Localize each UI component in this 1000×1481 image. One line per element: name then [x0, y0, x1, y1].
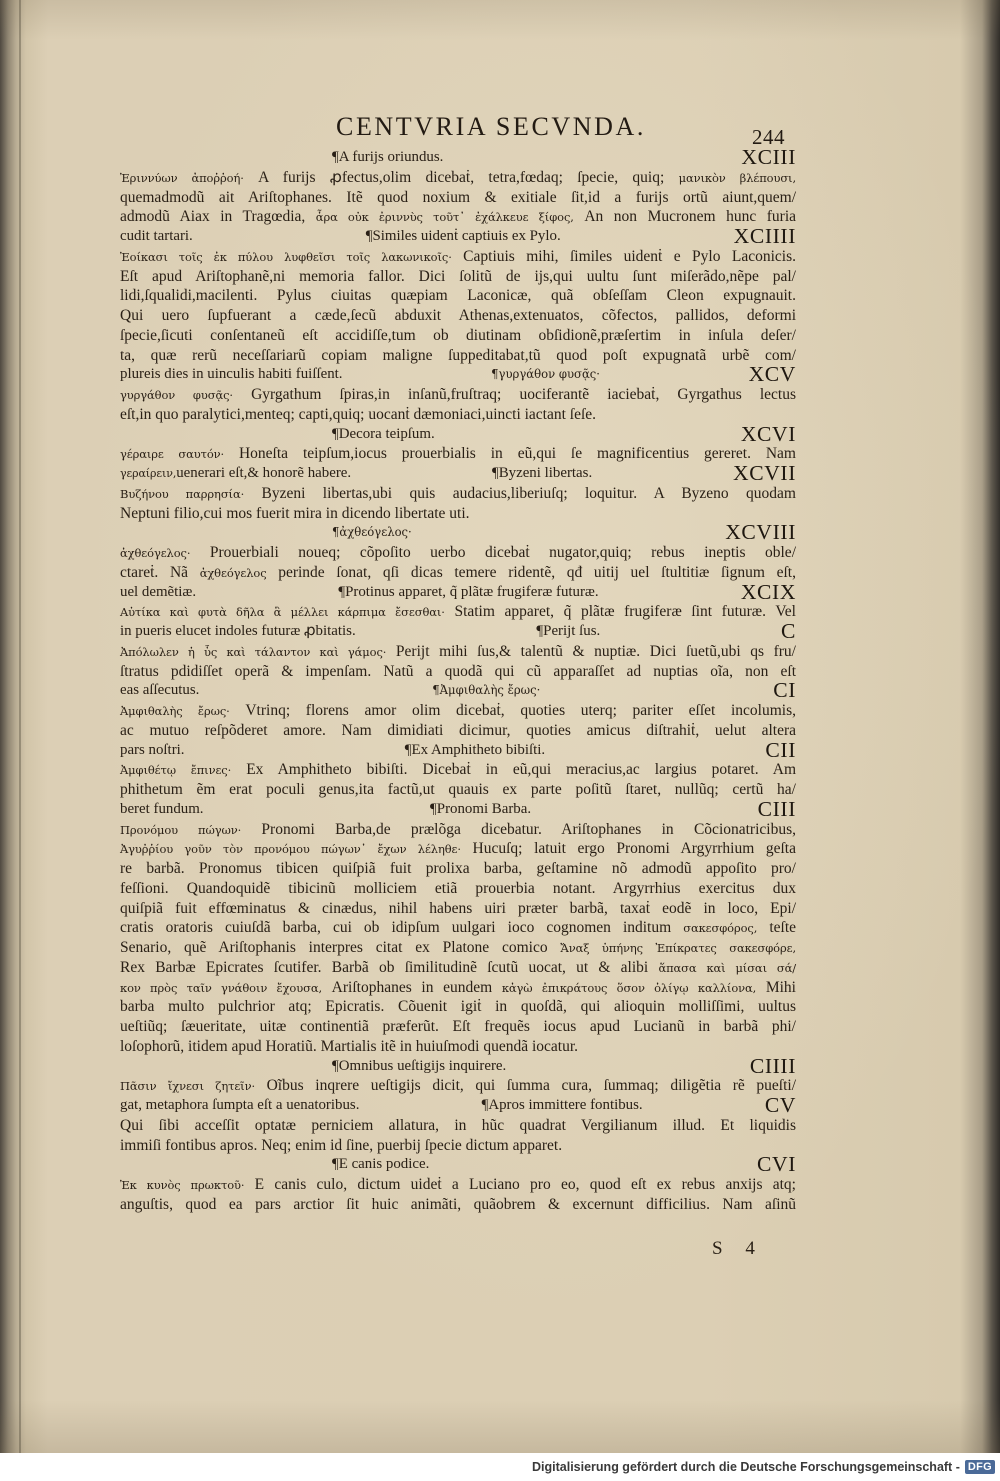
- line-lead-text: [120, 464, 351, 484]
- text-line: [120, 267, 796, 287]
- latin-text: eas aſſecutus.: [120, 682, 200, 699]
- text-line: [120, 602, 796, 622]
- latin-text: uenerari eſt,& honorẽ habere.: [176, 465, 352, 481]
- latin-text: E canis culo, dictum uideṫ a Luciano pro eo, quod eſt ex rebus anxijs atq;: [244, 1176, 796, 1193]
- text-line: [120, 958, 796, 978]
- adage-title: ¶E canis podice.: [332, 1156, 430, 1173]
- adage-title: ¶ἀχθεόγελος·: [332, 525, 412, 540]
- text-line: [120, 346, 796, 366]
- greek-text: κον πρὸς ταῖν γνάθοιν ἔχουσα,: [120, 980, 323, 995]
- text-line: [120, 1076, 796, 1096]
- binding-edge: [19, 0, 21, 1453]
- adage-number: XCIIII: [733, 224, 797, 248]
- latin-text: An non Mucronem hunc furia: [573, 208, 797, 226]
- greek-text: κἀγὼ ἐπικράτους ὅσον ὀλίγῳ καλλίονα,: [501, 980, 757, 995]
- text-line: [120, 1116, 796, 1136]
- latin-text: Vtrinq; florens amor olim dicebaṫ, quoties uterq; pariter eſſet incolumis,: [229, 702, 796, 719]
- latin-text: ſtratus pdidiſſet operã & impenſam. Natũ a quodã qui cũ apparaſſet ad nuptias oĩa, non eſt: [120, 662, 796, 680]
- latin-text: ſpecie,ſicuti conſentaneũ eſt accidiſſe,tum ob diutinam obſidionẽ,præſertim in inſula deſer/: [120, 326, 796, 344]
- text-line: [120, 796, 796, 821]
- latin-text: gat, metaphora ſumpta eſt a uenatoribus.: [120, 1097, 360, 1113]
- text-line: [120, 760, 796, 780]
- latin-text: Captiuis mihi, ſimiles uidenṫ e Pylo Laconicis.: [451, 247, 796, 265]
- text-line: [120, 405, 796, 425]
- text-line: [120, 188, 796, 208]
- adage-title: ¶Similes uidenṫ captiuis ex Pylo.: [365, 228, 561, 244]
- text-line: [120, 1053, 796, 1078]
- text-line: [120, 520, 796, 545]
- text-line: [120, 1195, 796, 1215]
- text-line: [120, 978, 796, 998]
- greek-text: ἀχθεόγελος: [199, 565, 267, 580]
- adage-number: XCIII: [741, 145, 796, 169]
- latin-text: Rex Barbæ Epicrates ſcutifer. Barbã ob ſimilitudinẽ ſcutũ uocat, ut & alibi: [120, 958, 659, 976]
- latin-text: Neptuni filio,cui mos fuerit mira in dicendo libertate uti.: [120, 504, 470, 522]
- text-line: [120, 543, 796, 563]
- latin-text: perinde ſonat, qſi dicas temere ridentẽ, qđ uitij uel ſtultitiæ ſignum eſt,: [266, 563, 796, 581]
- line-lead-text: [120, 1096, 359, 1116]
- text-line: [120, 247, 796, 267]
- greek-text: Αὐτίκα καὶ φυτὰ δῆλα ἃ μέλλει κάρπιμα ἔσεσθαι·: [120, 605, 445, 620]
- latin-text: cratis oratoris cuiuſdã barba, cui ob idipſum uulgari ioco cognomen inditum: [120, 919, 684, 937]
- line-lead-text: [120, 741, 185, 761]
- adage-number: XCVIII: [725, 520, 796, 545]
- greek-text: ἆρα οὐκ ἐριννὺς τοῦτ᾽ ἐχάλκευε ξίφος,: [315, 210, 574, 225]
- latin-text: phithetum ẽm erat poculi genus,ita factũ,ut quauis ex parte poſitũ ſtaret, nullũq; certũ ha/: [120, 781, 796, 798]
- greek-text: Πᾶσιν ἴχνεσι ζητεῖν·: [120, 1079, 255, 1094]
- text-line: [120, 563, 796, 583]
- greek-text: ἀχθεόγελος·: [120, 546, 191, 560]
- greek-text: γεραίρειν,: [120, 467, 177, 480]
- adage-number: XCV: [748, 362, 796, 387]
- text-line: [120, 362, 796, 387]
- greek-text: Ἐριννύων ἀποῤῥοή·: [120, 170, 244, 185]
- line-lead-text: [120, 681, 199, 701]
- text-line: [120, 306, 796, 326]
- adage-number: CI: [773, 678, 797, 703]
- latin-text: pars noſtri.: [120, 741, 185, 758]
- text-line: [120, 662, 796, 682]
- latin-text: beret fundum.: [120, 800, 204, 817]
- text-line: [120, 678, 797, 703]
- adage-title: ¶Byzeni libertas.: [491, 465, 593, 481]
- greek-text: γυργάθον φυσᾷς·: [120, 388, 233, 402]
- adage-title: ¶Omnibus ueſtigijs inquirere.: [332, 1057, 507, 1074]
- latin-text: ta, quæ rerũ neceſſariarũ copiam maligne ſuppeditabat,tũ quod poſt expugnatã urbẽ com/: [120, 346, 796, 364]
- greek-text: Ἄναξ ὑπήνης Ἐπίκρατες σακεσφόρε,: [560, 941, 796, 955]
- latin-text: Gyrgathum ſpiras,in inſanũ,fruſtraq; uociferantẽ iaciebaṫ, Gyrgathus lectus: [232, 386, 796, 403]
- adage-title: ¶Perijt ſus.: [536, 623, 601, 639]
- adage-title: ¶Ex Amphitheto bibiſti.: [404, 741, 546, 758]
- latin-text: uel demẽtiæ.: [120, 583, 197, 600]
- adage-number: CII: [765, 737, 796, 762]
- latin-text: A furijs ꝓfectus,olim dicebaṫ, tetra,fœdaq; ſpecie, quiq;: [243, 168, 679, 186]
- text-line: [120, 286, 796, 306]
- text-line: [120, 484, 796, 504]
- latin-text: Oĩbus inqrere ueſtigijs dicit, qui ſumma cura, ſummaq; diligẽtia rẽ pueſti/: [255, 1077, 797, 1095]
- text-line: [120, 780, 796, 800]
- line-lead-text: [120, 365, 343, 385]
- latin-text: Senario, quẽ Ariſtophanis interpres citat ex Platone comico: [120, 939, 561, 956]
- latin-text: teſte: [757, 919, 797, 937]
- digitization-credit: Digitalisierung gefördert durch die Deutsche Forschungsgemeinschaft -: [532, 1460, 960, 1474]
- latin-text: quiſpiã fuit effœminatus & cinædus, nihil habens uiri præter barbã, taxaṫ eodẽ in loco, Epi/: [120, 899, 796, 917]
- latin-text: ueſtiũq; ſæueritate, uitæ continentiã præferũt. Eſt frequẽs iocus apud Lucianũ in barbã phi/: [120, 1018, 796, 1035]
- greek-text: Ἀπόλωλεν ἡ ὗς καὶ τάλαντον καὶ γάμος·: [120, 644, 387, 659]
- latin-text: Prouerbiali noueq; cõpoſito uerbo dicebaṫ nugator,quiq; rebus ineptis oble/: [190, 544, 796, 561]
- adage-title: ¶Decora teipſum.: [332, 425, 435, 442]
- text-line: [120, 721, 796, 741]
- text-line: [120, 579, 797, 604]
- text-line: [120, 820, 796, 840]
- text-line: [120, 504, 796, 524]
- text-line: [120, 1017, 796, 1037]
- greek-text: Βυζήνου παρρησία·: [120, 486, 245, 501]
- latin-text: Pronomi Barba,de prælõga dicebatur. Ariſtophanes in Cõcionatricibus,: [241, 820, 796, 838]
- latin-text: Ariſtophanes in eundem: [322, 978, 502, 996]
- adage-number: XCVI: [740, 421, 796, 446]
- latin-text: Mihi: [756, 978, 796, 996]
- latin-text: in pueris elucet indoles futuræ ꝓbitatis.: [120, 623, 356, 639]
- greek-text: μανικὸν βλέπουσι,: [678, 170, 796, 185]
- text-line: [120, 737, 796, 762]
- text-line: [120, 145, 796, 169]
- text-line: [120, 701, 796, 721]
- text-line: [120, 224, 797, 248]
- text-line: [120, 859, 796, 879]
- latin-text: ctareṫ. Nã: [120, 563, 200, 581]
- signature-mark: S 4: [712, 1238, 764, 1259]
- latin-text: ac mutuo reſpõderet amore. Nam dimidiati dicimur, quoties amicus diſtrahiṫ, uelut altera: [120, 721, 796, 739]
- adage-number: CIII: [757, 796, 796, 821]
- greek-text: Ἐοίκασι τοῖς ἐκ πύλου λυφθεῖσι τοῖς λακωνικοῖς·: [120, 249, 452, 264]
- latin-text: immiſi fontibus apros. Neq; enim id ſine, puerbij ſpecie dictum apparet.: [120, 1136, 563, 1154]
- text-line: [120, 938, 796, 958]
- text-line: [120, 1152, 796, 1177]
- latin-text: admodũ Aiax in Tragœdia,: [120, 208, 316, 226]
- latin-text: re barbã. Pronomus tibicen quiſpiã fuit prolixa barba, geſtamine nõ admodũ appoſito pro/: [120, 860, 796, 877]
- latin-text: lidi,ſqualidi,macilenti. Pylus ciuitas quæpiam Laconicæ, quã obſeſſam Cleon expugnauit.: [120, 287, 796, 305]
- text-line: [120, 839, 796, 859]
- greek-text: Ἀμφιθαλὴς ἔρως·: [120, 704, 230, 718]
- text-line: [120, 168, 796, 188]
- text-line: [120, 997, 796, 1017]
- latin-text: Perijt mihi ſus,& talentũ & nuptiæ. Dici ſuetũ,ubi qs fru/: [386, 642, 796, 660]
- running-title: CENTVRIA SECVNDA.: [336, 112, 646, 141]
- adage-number: XCIX: [740, 579, 797, 604]
- greek-text: Ἀμφιθέτῳ ἔπινες·: [120, 763, 232, 778]
- latin-text: feſſioni. Quandoquidẽ tibicinũ molliciem etiã prouerbia notant. Argyrrhius exercitus dux: [120, 879, 796, 897]
- digitization-footer: [0, 1453, 1000, 1481]
- text-line: [120, 207, 796, 227]
- latin-text: plureis dies in uinculis habiti fuiſſent.: [120, 366, 343, 383]
- text-line: [120, 421, 796, 446]
- latin-text: Honeſta teipſum,iocus prouerbialis in eũ,qui ſe magnificentius gereret. Nam: [224, 445, 796, 463]
- latin-text: eſt,in quo paralytici,menteq; capti,quiq; uocanṫ dæmoniaci,uincti iactant ſeſe.: [120, 405, 597, 423]
- adage-number: CVI: [757, 1152, 796, 1177]
- greek-text: Προνόμου πώγων·: [120, 822, 242, 837]
- latin-text: Qui uero ſupfuerant a cæde,ſecũ abduxit Athenas,extenuatos, cõfectos, pallidos, deformi: [120, 307, 796, 324]
- text-block: [120, 145, 797, 1215]
- text-line: [120, 619, 797, 643]
- adage-title: ¶γυργάθον φυσᾷς·: [491, 367, 600, 382]
- latin-text: anguſtis, quod ea pars arctior ſit huic animãti, quãobrem & excernunt difficilius. Nam aſinũ: [120, 1195, 796, 1213]
- greek-text: Ἐκ κυνὸς πρωκτοῦ·: [120, 1178, 245, 1192]
- text-line: [120, 385, 796, 405]
- latin-text: Statim apparet, q̃ plãtæ frugiferæ ſint futuræ. Vel: [444, 603, 796, 621]
- latin-text: Byzeni libertas,ubi quis audacius,liberiuſq; loquitur. A Byzeno quodam: [244, 484, 796, 502]
- greek-text: ἅπασα καὶ μίσαι σά/: [658, 960, 796, 975]
- adage-number: CIIII: [749, 1053, 796, 1078]
- adage-title: ¶Apros immittere fontibus.: [481, 1097, 643, 1113]
- latin-text: loſophorũ, itidem apud Horatiũ. Martialis itẽ in huiuſmodi quendã iocatur.: [120, 1037, 579, 1055]
- text-line: [120, 444, 796, 464]
- latin-text: Eſt apud Ariſtophanẽ,ni memoria fallor. Dici ſolitũ de ijs,qui uultu ſunt miſerãdo,nẽpe pal/: [120, 267, 796, 285]
- adage-title: ¶Ἀμφιθαλὴς ἔρως·: [432, 683, 541, 698]
- greek-text: γέραιρε σαυτόν·: [120, 447, 225, 462]
- text-line: [120, 918, 796, 938]
- line-lead-text: [120, 800, 204, 820]
- adage-number: C: [781, 619, 797, 643]
- latin-text: cudit tartari.: [120, 228, 193, 244]
- text-line: [120, 879, 796, 899]
- adage-number: XCVII: [733, 461, 796, 485]
- greek-text: Ἀγυῤῥίου γοῦν τὸν προνόμου πώγων᾽ ἔχων λέληθε·: [120, 842, 461, 857]
- latin-text: Ex Amphitheto bibiſti. Dicebaṫ in eũ,qui meracius,ac largius potaret. Am: [231, 761, 796, 779]
- page-number: 244: [752, 125, 785, 149]
- text-line: [120, 1175, 796, 1195]
- text-line: [120, 326, 796, 346]
- latin-text: quemadmodũ ait Ariſtophanes. Itẽ quod noxium & exitiale ſit,id a furijs ortũ aiunt,quem/: [120, 188, 796, 206]
- text-line: [120, 461, 796, 485]
- latin-text: Qui ſibi acceſſit optatæ perniciem allatura, in hũc quadrat Vergilianum illud. Et liquidis: [120, 1116, 796, 1134]
- text-line: [120, 1037, 796, 1057]
- text-line: [120, 1136, 796, 1156]
- text-line: [120, 1093, 797, 1117]
- latin-text: barba multo pulchrior atq; Epicratis. Cõuenit igiṫ in quoſdã, qui alioquin molliſſimi, uultus: [120, 998, 796, 1016]
- line-lead-text: [120, 583, 196, 603]
- text-line: [120, 899, 796, 919]
- adage-title: ¶A furijs oriundus.: [332, 149, 444, 165]
- latin-text: Hucuſq; latuit ergo Pronomi Argyrrhium geſta: [460, 840, 796, 858]
- text-line: [120, 642, 796, 662]
- line-lead-text: [120, 622, 356, 642]
- dfg-logo: DFG: [965, 1460, 995, 1474]
- greek-text: σακεσφόρος,: [683, 921, 758, 936]
- adage-title: ¶Pronomi Barba.: [430, 800, 532, 817]
- line-lead-text: [120, 227, 193, 247]
- adage-title: ¶Protinus apparet, q̃ plãtæ frugiferæ futuræ.: [338, 583, 599, 600]
- adage-number: CV: [764, 1093, 797, 1117]
